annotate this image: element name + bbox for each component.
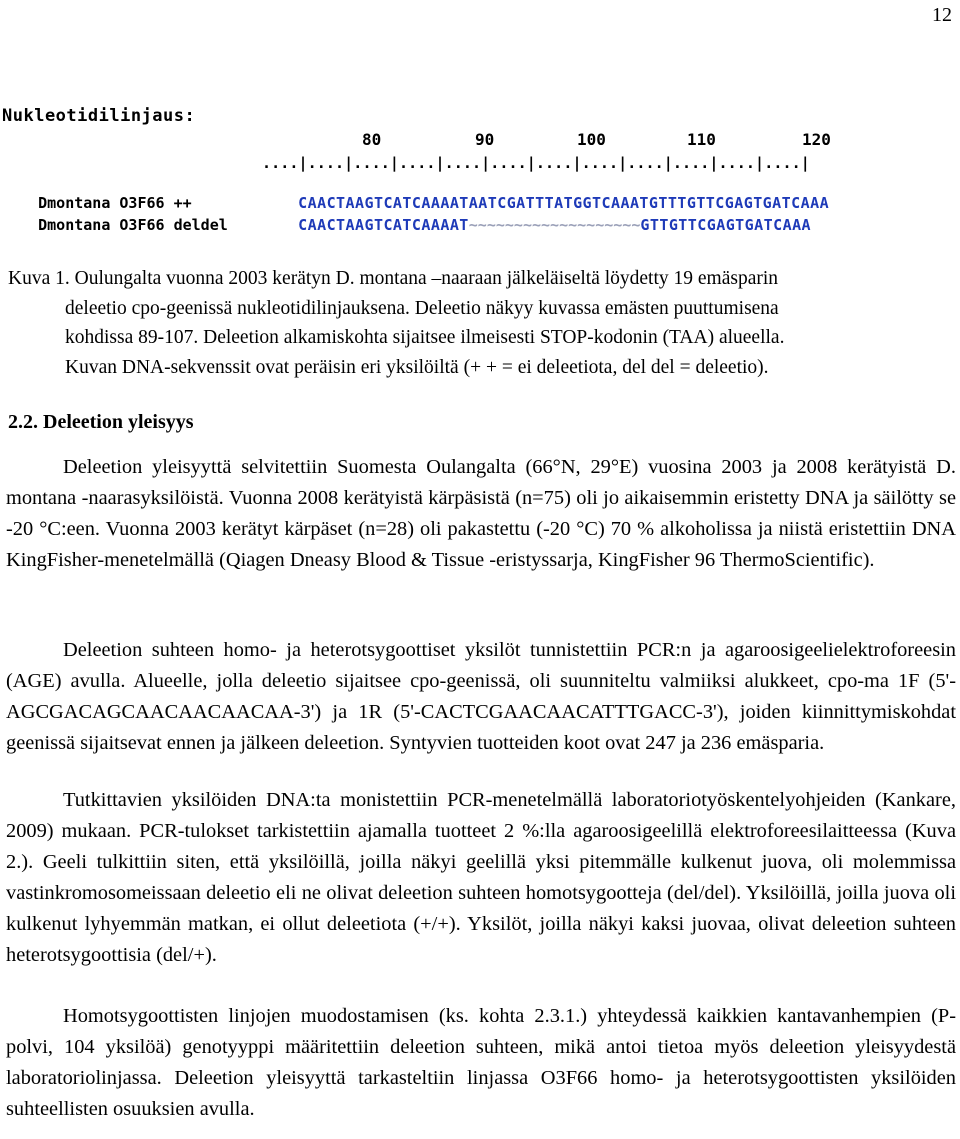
caption-line: deleetio cpo-geenissä nukleotidilinjauksena. Deleetio näkyy kuvassa emästen puuttumisena <box>65 297 779 319</box>
ruler-position: 110 <box>687 130 716 149</box>
paragraph-text: Deleetion suhteen homo- ja heterotsygoottiset yksilöt tunnistettiin PCR:n ja agaroosigeelielektroforeesin (AGE) avulla. Alueelle, jolla deleetio sijaitsee cpo-geenissä, oli suunniteltu valmiiksi alukkeet, cpo-ma 1F (5'-AGCGACAGCAACAACAACAA-3') ja 1R (5'-CACTCGAACAACATTTGACC-3'), joiden kiinnittymiskohdat geenissä sijaitsevat ennen ja jälkeen deleetion. Syntyvien tuotteiden koot ovat 247 ja 236 emäsparia. <box>6 639 956 754</box>
figure-caption <box>8 264 948 382</box>
paragraph-text: Deleetion yleisyyttä selvitettiin Suomesta Oulangalta (66°N, 29°E) vuosina 2003 ja 2008 kerätyistä D. montana -naarasyksilöistä. Vuonna 2008 kerätyistä kärpäsistä (n=75) oli jo aikaisemmin eristetty DNA ja säilötty se -20 °C:een. Vuonna 2003 kerätyt kärpäset (n=28) oli pakastettu (-20 °C) 70 % alkoholissa ja niistä eristettiin DNA KingFisher-menetelmällä (Qiagen Dneasy Blood & Tissue -eristyssarja, KingFisher 96 ThermoScientific). <box>6 456 956 571</box>
deletion-gap: ~~~~~~~~~~~~~~~~~~~ <box>468 216 641 234</box>
paragraph <box>6 452 956 576</box>
section-title: Deleetion yleisyys <box>43 411 194 433</box>
caption-line: kohdissa 89-107. Deleetion alkamiskohta sijaitsee ilmeisesti STOP-kodonin (TAA) alueella. <box>65 327 785 348</box>
caption-line: Oulungalta vuonna 2003 kerätyn D. montana –naaraan jälkeläiseltä löydetty 19 emäsparin <box>74 268 779 289</box>
paragraph-text: Homotsygoottisten linjojen muodostamisen (ks. kohta 2.3.1.) yhteydessä kaikkien kantavanhempien (P-polvi, 104 yksilöä) genotyyppi määritettiin deleetion suhteen, mikä antoi tietoa myös deleetion yleisyydestä laboratoriolinjassa. Deleetion yleisyyttä tarkasteltiin linjassa O3F66 homo- ja heterotsygoottisten yksilöiden suhteellisten osuuksien avulla. <box>6 1005 956 1120</box>
caption-line: Kuvan DNA-sekvenssit ovat peräisin eri yksilöiltä (+ + = ei deleetiota, del del = deleetio). <box>65 356 769 378</box>
sequence: GTTGTTCGAGTGATCAAA <box>640 216 812 234</box>
ruler-position: 90 <box>475 130 495 149</box>
sequence: CAACTAAGTCATCAAAATAATCGATTTATGGTCAAATGTTTGTTCGAGTGATCAAA <box>298 194 830 212</box>
sequence-name: Dmontana O3F66 deldel <box>38 216 228 234</box>
sequence: CAACTAAGTCATCAAAAT <box>298 216 469 234</box>
nucleotide-alignment-figure <box>2 106 952 234</box>
paragraph <box>6 635 956 759</box>
sequence-name: Dmontana O3F66 ++ <box>38 194 192 212</box>
alignment-ruler: ....|....|....|....|....|....|....|....|....|....|....|....| <box>262 154 810 172</box>
paragraph <box>6 1001 956 1125</box>
section-number: 2.2. <box>8 411 38 433</box>
page-number: 12 <box>932 4 952 26</box>
ruler-position: 100 <box>577 130 606 149</box>
alignment-title: Nukleotidilinjaus: <box>2 106 196 126</box>
section-heading <box>8 411 194 434</box>
caption-label: Kuva 1. <box>8 268 70 289</box>
ruler-position: 80 <box>362 130 382 149</box>
paragraph <box>6 785 956 970</box>
paragraph-text: Tutkittavien yksilöiden DNA:ta monistettiin PCR-menetelmällä laboratoriotyöskentelyohjeiden (Kankare, 2009) mukaan. PCR-tulokset tarkistettiin ajamalla tuotteet 2 %:lla agaroosigeelillä elektroforeesilaitteessa (Kuva 2.). Geeli tulkittiin siten, että yksilöillä, joilla näkyi geelillä yksi pitemmälle kulkenut juova, oli molemmissa vastinkromosomeissaan deleetio eli ne olivat deleetion suhteen homotsygootteja (del/del). Yksilöillä, joilla juova oli kulkenut lyhyemmän matkan, ei ollut deleetiota (+/+). Yksilöt, joilla näkyi kaksi juovaa, olivat deleetion suhteen heterotsygoottisia (del/+). <box>6 789 956 966</box>
sequence-row <box>2 198 811 252</box>
ruler-position: 120 <box>802 130 831 149</box>
